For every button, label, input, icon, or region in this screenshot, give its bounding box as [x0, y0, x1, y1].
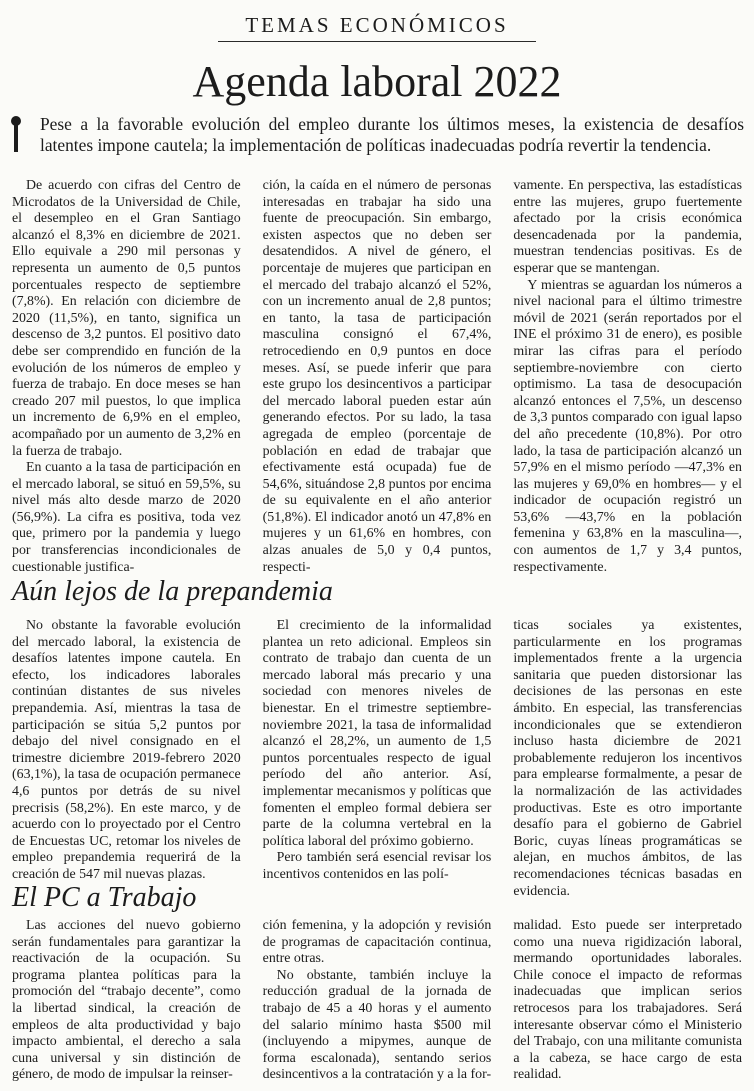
column-3 — [513, 918, 742, 1084]
column-1 — [12, 918, 241, 1084]
paragraph: El crecimiento de la informalidad plantea un reto adicional. Empleos sin contrato de trabajo dan cuenta de un mercado laboral más precario y una sociedad con menores niveles de bienestar. En el trimestre septiembre-noviembre 2021, la tasa de informalidad alcanzó el 28,2%, un aumento de 1,5 puntos porcentuales respecto de igual período del año anterior. Así, implementar mecanismos y políticas que fomenten el empleo formal debiera ser parte de la columna vertebral en la política laboral del próximo gobierno. — [262, 618, 492, 849]
subheading-pc-trabajo: El PC a Trabajo — [12, 882, 197, 913]
paragraph: ticas sociales ya existentes, particularmente en los programas implementados frente a la urgencia sanitaria que pueden distorsionar las decisiones de las personas en este ámbito. En especial, las transferencias incondicionales que se extendieron incluso hasta diciembre de 2021 probablemente redujeron los incentivos para emplearse formalmente, a pesar de la normalización de las actividades productivas. Este es otro importante desafío para el gobierno de Gabriel Boric, cuyas líneas programáticas se alejan, en muchos ámbitos, de las recomendaciones técnicas basadas en evidencia. — [513, 618, 742, 899]
column-2 — [263, 918, 492, 1084]
lead-dot — [11, 116, 21, 126]
subheading-prepandemia: Aún lejos de la prepandemia — [12, 576, 333, 607]
article-part-1 — [12, 178, 742, 576]
column-1 — [12, 178, 241, 576]
paragraph: Pero también será esencial revisar los incentivos contenidos en las polí- — [262, 850, 492, 882]
section-rule — [218, 41, 536, 42]
paragraph: No obstante la favorable evolución del mercado laboral, la existencia de desafíos latentes impone cautela. En efecto, los indicadores laborales continúan distantes de sus niveles prepandemia. Así, mientras la tasa de participación se sitúa 5,2 puntos por debajo del nivel consignado en el trimestre diciembre 2019-febrero 2020 (63,1%), la tasa de ocupación permanece 4,6 puntos por detrás de su nivel precrisis (58,2%). En este marco, y de acuerdo con lo proyectado por el Centro de Encuestas UC, retomar los niveles de empleo prepandemia requerirá de la creación de 547 mil nuevas plazas. — [12, 618, 241, 882]
column-3 — [513, 178, 742, 576]
headline: Agenda laboral 2022 — [192, 57, 562, 106]
paragraph: Las acciones del nuevo gobierno serán fundamentales para garantizar la reactivación de la ocupación. Su programa plantea políticas para la promoción del “trabajo decente”, como la libertad sindical, la creación de empleos de alta productividad y bajo impacto ambiental, el derecho a sala cuna universal y sin distinción de género, de modo de impulsar la reinser- — [12, 918, 241, 1083]
paragraph: ción femenina, y la adopción y revisión de programas de capacitación continua, entre otras. — [262, 918, 492, 967]
column-1 — [12, 618, 241, 900]
paragraph: De acuerdo con cifras del Centro de Microdatos de la Universidad de Chile, el desempleo en el Gran Santiago alcanzó el 8,3% en diciembre de 2021. Ello equivale a 290 mil personas y representa un aumento de 0,5 puntos porcentuales respecto de septiembre (7,8%). En relación con diciembre de 2020 (11,5%), en tanto, significa un descenso de 3,2 puntos. El positivo dato debe ser comprendido en función de la evolución de los números de empleo y fuerza de trabajo. En doce meses se han creado 207 mil puestos, lo que implica un incremento de 6,9% en el empleo, acompañado por un aumento de 3,2% en la fuerza de trabajo. — [12, 178, 241, 459]
column-3 — [513, 618, 742, 900]
lead-paragraph: Pese a la favorable evolución del empleo durante los últimos meses, la existencia de desafíos latentes impone cautela; la implementación de políticas inadecuadas podría revertir la tendencia. — [40, 114, 744, 155]
article-part-2 — [12, 618, 742, 900]
article-part-3 — [12, 918, 742, 1084]
section-label: TEMAS ECONÓMICOS — [245, 13, 509, 37]
paragraph: Y mientras se aguardan los números a nivel nacional para el último trimestre móvil de 2021 (serán reportados por el INE el próximo 31 de enero), es posible mirar las cifras para el período septiembre-noviembre con cierto optimismo. La tasa de desocupación alcanzó entonces el 7,5%, un descenso de 3,3 puntos comparado con igual lapso del año precedente (10,8%). Por otro lado, la tasa de participación alcanzó un 57,9% en el mismo período —47,3% en las mujeres y 69,0% en hombres— y el indicador de ocupación registró un 53,6% —43,7% en la población femenina y 63,8% en la masculina—, con aumentos de 1,7 y 3,4 puntos, respectivamente. — [513, 277, 742, 575]
column-2 — [263, 178, 492, 576]
paragraph: ción, la caída en el número de personas interesadas en trabajar ha sido una fuente de preocupación. Sin embargo, existen aspectos que no deben ser desatendidos. A nivel de género, el porcentaje de mujeres que participan en el mercado del trabajo alcanzó el 52%, con un incremento anual de 2,8 puntos; en tanto, la tasa de participación masculina consignó el 67,4%, retrocediendo en 0,9 puntos en doce meses. Así, se puede inferir que para este grupo los desincentivos a participar del mercado laboral pueden estar aún generando efectos. Por su lado, la tasa agregada de empleo (porcentaje de población en edad de trabajar que efectivamente está ocupada) fue de 54,6%, situándose 2,8 puntos por encima de su equivalente en el año anterior (51,8%). El indicador anotó un 47,8% en mujeres y un 61,6% en hombres, con alzas anuales de 5,0 y 0,4 puntos, respecti- — [262, 178, 492, 575]
paragraph: malidad. Esto puede ser interpretado como una nueva rigidización laboral, mermando oportunidades laborales. Chile conoce el impacto de reformas inadecuadas que implican serios retrocesos para los trabajadores. Será interesante observar cómo el Ministerio del Trabajo, con una militante comunista a la cabeza, se hace cargo de esta realidad. — [513, 918, 742, 1083]
paragraph: vamente. En perspectiva, las estadísticas entre las mujeres, grupo fuertemente afectado por la crisis económica desencadenada por la pandemia, muestran tendencias positivas. Es de esperar que se mantengan. — [513, 178, 742, 276]
column-2 — [263, 618, 492, 900]
paragraph: No obstante, también incluye la reducción gradual de la jornada de trabajo de 45 a 40 horas y el aumento del salario mínimo hasta $500 mil (incluyendo a mipymes, aunque de forma escalonada), sentando serios desincentivos a la contratación y a la for- — [262, 967, 492, 1083]
paragraph: En cuanto a la tasa de participación en el mercado laboral, se situó en 59,5%, su nivel más alto desde marzo de 2020 (56,9%). La cifra es positiva, toda vez que, primero por la pandemia y luego por transferencias incondicionales de cuestionable justifica- — [12, 460, 241, 575]
